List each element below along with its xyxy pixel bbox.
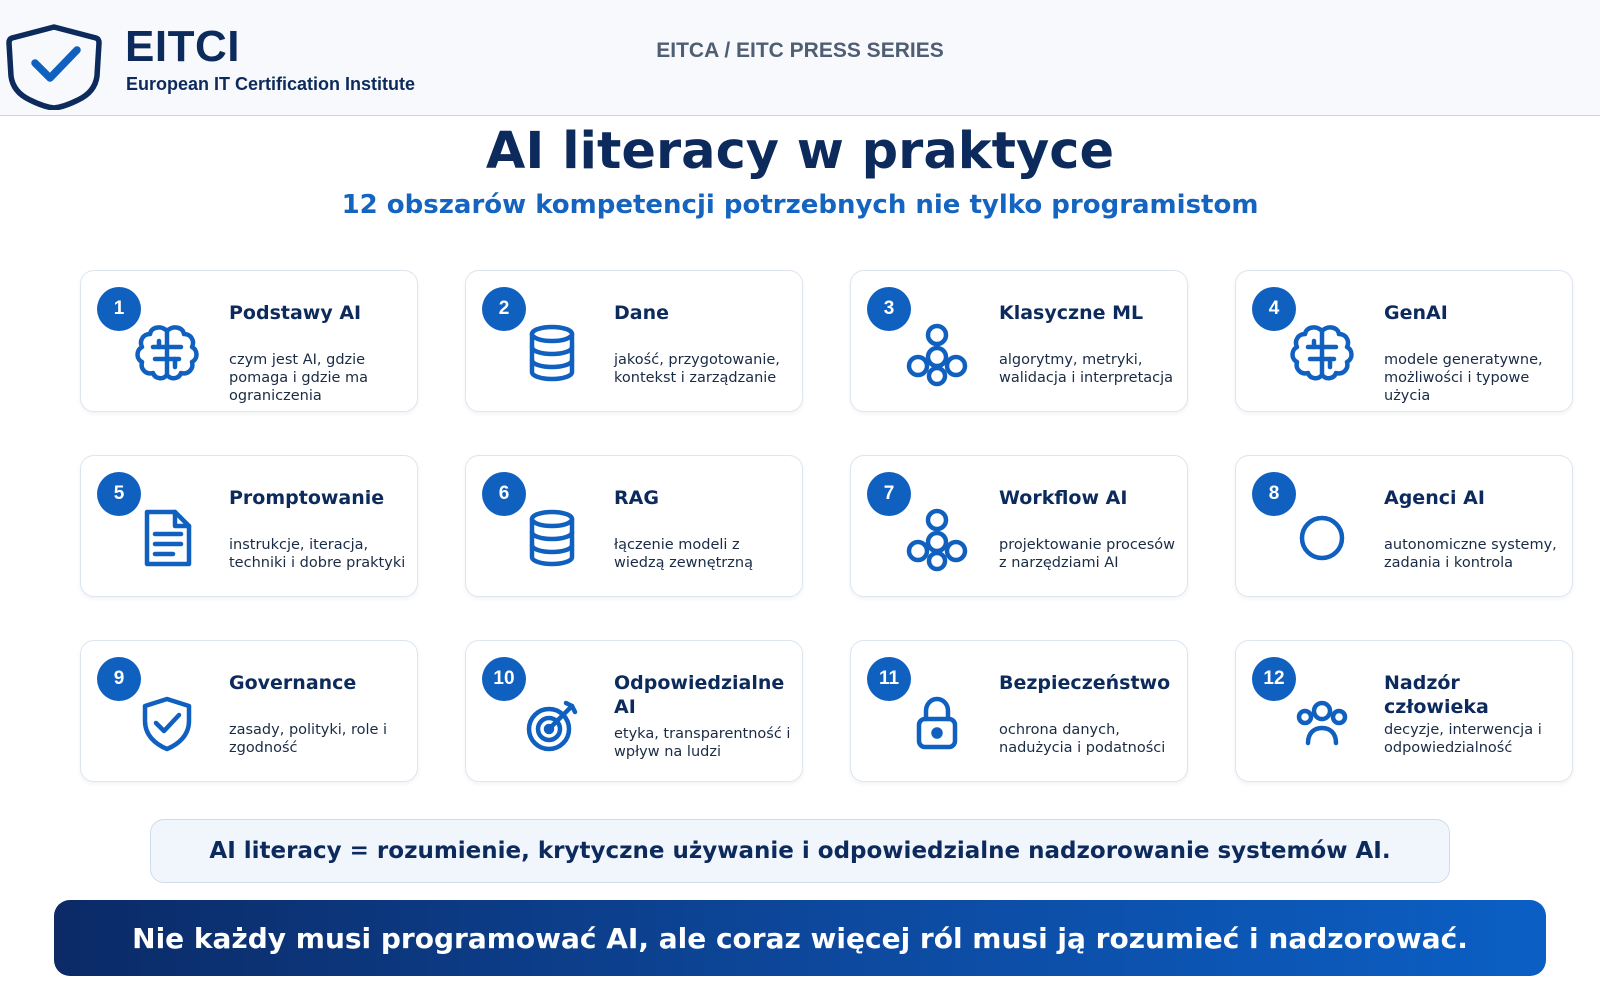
page-title: AI literacy w praktyce xyxy=(485,122,1115,181)
database-icon xyxy=(516,317,588,389)
card-number: 11 xyxy=(867,657,911,701)
card-number: 9 xyxy=(97,657,141,701)
shield-check-logo-icon xyxy=(6,24,102,110)
card-title: Workflow AI xyxy=(999,487,1128,509)
brain-icon xyxy=(131,317,203,389)
card-title: Promptowanie xyxy=(229,487,385,509)
lock-icon xyxy=(901,687,973,759)
card-title: GenAI xyxy=(1384,302,1448,324)
card-number: 7 xyxy=(867,472,911,516)
page-header xyxy=(0,0,1600,116)
circle-icon xyxy=(1286,502,1358,574)
card-nadzor-czlowieka xyxy=(1235,640,1573,782)
card-title: Bezpieczeństwo xyxy=(999,672,1171,694)
card-description: algorytmy, metryki, walidacja i interpretacja xyxy=(999,352,1174,386)
card-odpowiedzialne-ai xyxy=(465,640,803,782)
card-description: ochrona danych, nadużycia i podatności xyxy=(999,722,1166,756)
document-icon xyxy=(131,502,203,574)
card-genai xyxy=(1235,270,1573,412)
card-title: Klasyczne ML xyxy=(999,302,1144,324)
card-dane xyxy=(465,270,803,412)
card-number: 8 xyxy=(1252,472,1296,516)
card-agenci-ai xyxy=(1235,455,1573,597)
card-title: Agenci AI xyxy=(1384,487,1485,509)
card-promptowanie xyxy=(80,455,418,597)
card-description: instrukcje, iteracja, techniki i dobre praktyki xyxy=(229,537,406,571)
summary-box: AI literacy = rozumienie, krytyczne używanie i odpowiedzialne nadzorowanie systemów AI. xyxy=(150,819,1450,883)
people-icon xyxy=(1286,687,1358,759)
card-description: projektowanie procesów z narzędziami AI xyxy=(999,537,1176,571)
card-number: 12 xyxy=(1252,657,1296,701)
card-podstawy-ai xyxy=(80,270,418,412)
card-number: 2 xyxy=(482,287,526,331)
brand-subtitle: European IT Certification Institute xyxy=(126,74,416,94)
card-governance xyxy=(80,640,418,782)
card-title: Odpowiedzialne AI xyxy=(614,672,785,718)
card-description: autonomiczne systemy, zadania i kontrola xyxy=(1384,537,1557,571)
card-description: zasady, polityki, role i zgodność xyxy=(229,722,388,756)
card-title: RAG xyxy=(614,487,659,509)
page-subtitle: 12 obszarów kompetencji potrzebnych nie tylko programistom xyxy=(341,190,1259,220)
series-label: EITCA / EITC PRESS SERIES xyxy=(656,39,944,62)
card-description: łączenie modeli z wiedzą zewnętrzną xyxy=(614,537,753,571)
database-icon xyxy=(516,502,588,574)
card-number: 5 xyxy=(97,472,141,516)
nodes-icon xyxy=(901,502,973,574)
card-number: 4 xyxy=(1252,287,1296,331)
target-icon xyxy=(516,687,588,759)
card-bezpieczenstwo xyxy=(850,640,1188,782)
bottom-banner: Nie każdy musi programować AI, ale coraz więcej ról musi ją rozumieć i nadzorować. xyxy=(54,900,1546,976)
card-title: Nadzór człowieka xyxy=(1384,672,1489,718)
shield-check-icon xyxy=(131,687,203,759)
card-title: Governance xyxy=(229,672,357,694)
card-description: etyka, transparentność i wpływ na ludzi xyxy=(614,726,791,760)
card-title: Dane xyxy=(614,302,670,324)
card-description: modele generatywne, możliwości i typowe użycia xyxy=(1384,352,1543,404)
brand-name: EITCI xyxy=(125,22,240,71)
card-title: Podstawy AI xyxy=(229,302,362,324)
card-description: czym jest AI, gdzie pomaga i gdzie ma ograniczenia xyxy=(229,352,369,404)
brain-icon xyxy=(1286,317,1358,389)
nodes-icon xyxy=(901,317,973,389)
card-description: decyzje, interwencja i odpowiedzialność xyxy=(1384,722,1542,756)
card-workflow-ai xyxy=(850,455,1188,597)
card-number: 1 xyxy=(97,287,141,331)
card-klasyczne-ml xyxy=(850,270,1188,412)
card-number: 6 xyxy=(482,472,526,516)
card-number: 10 xyxy=(482,657,526,701)
card-rag xyxy=(465,455,803,597)
card-description: jakość, przygotowanie, kontekst i zarządzanie xyxy=(614,352,780,386)
card-number: 3 xyxy=(867,287,911,331)
